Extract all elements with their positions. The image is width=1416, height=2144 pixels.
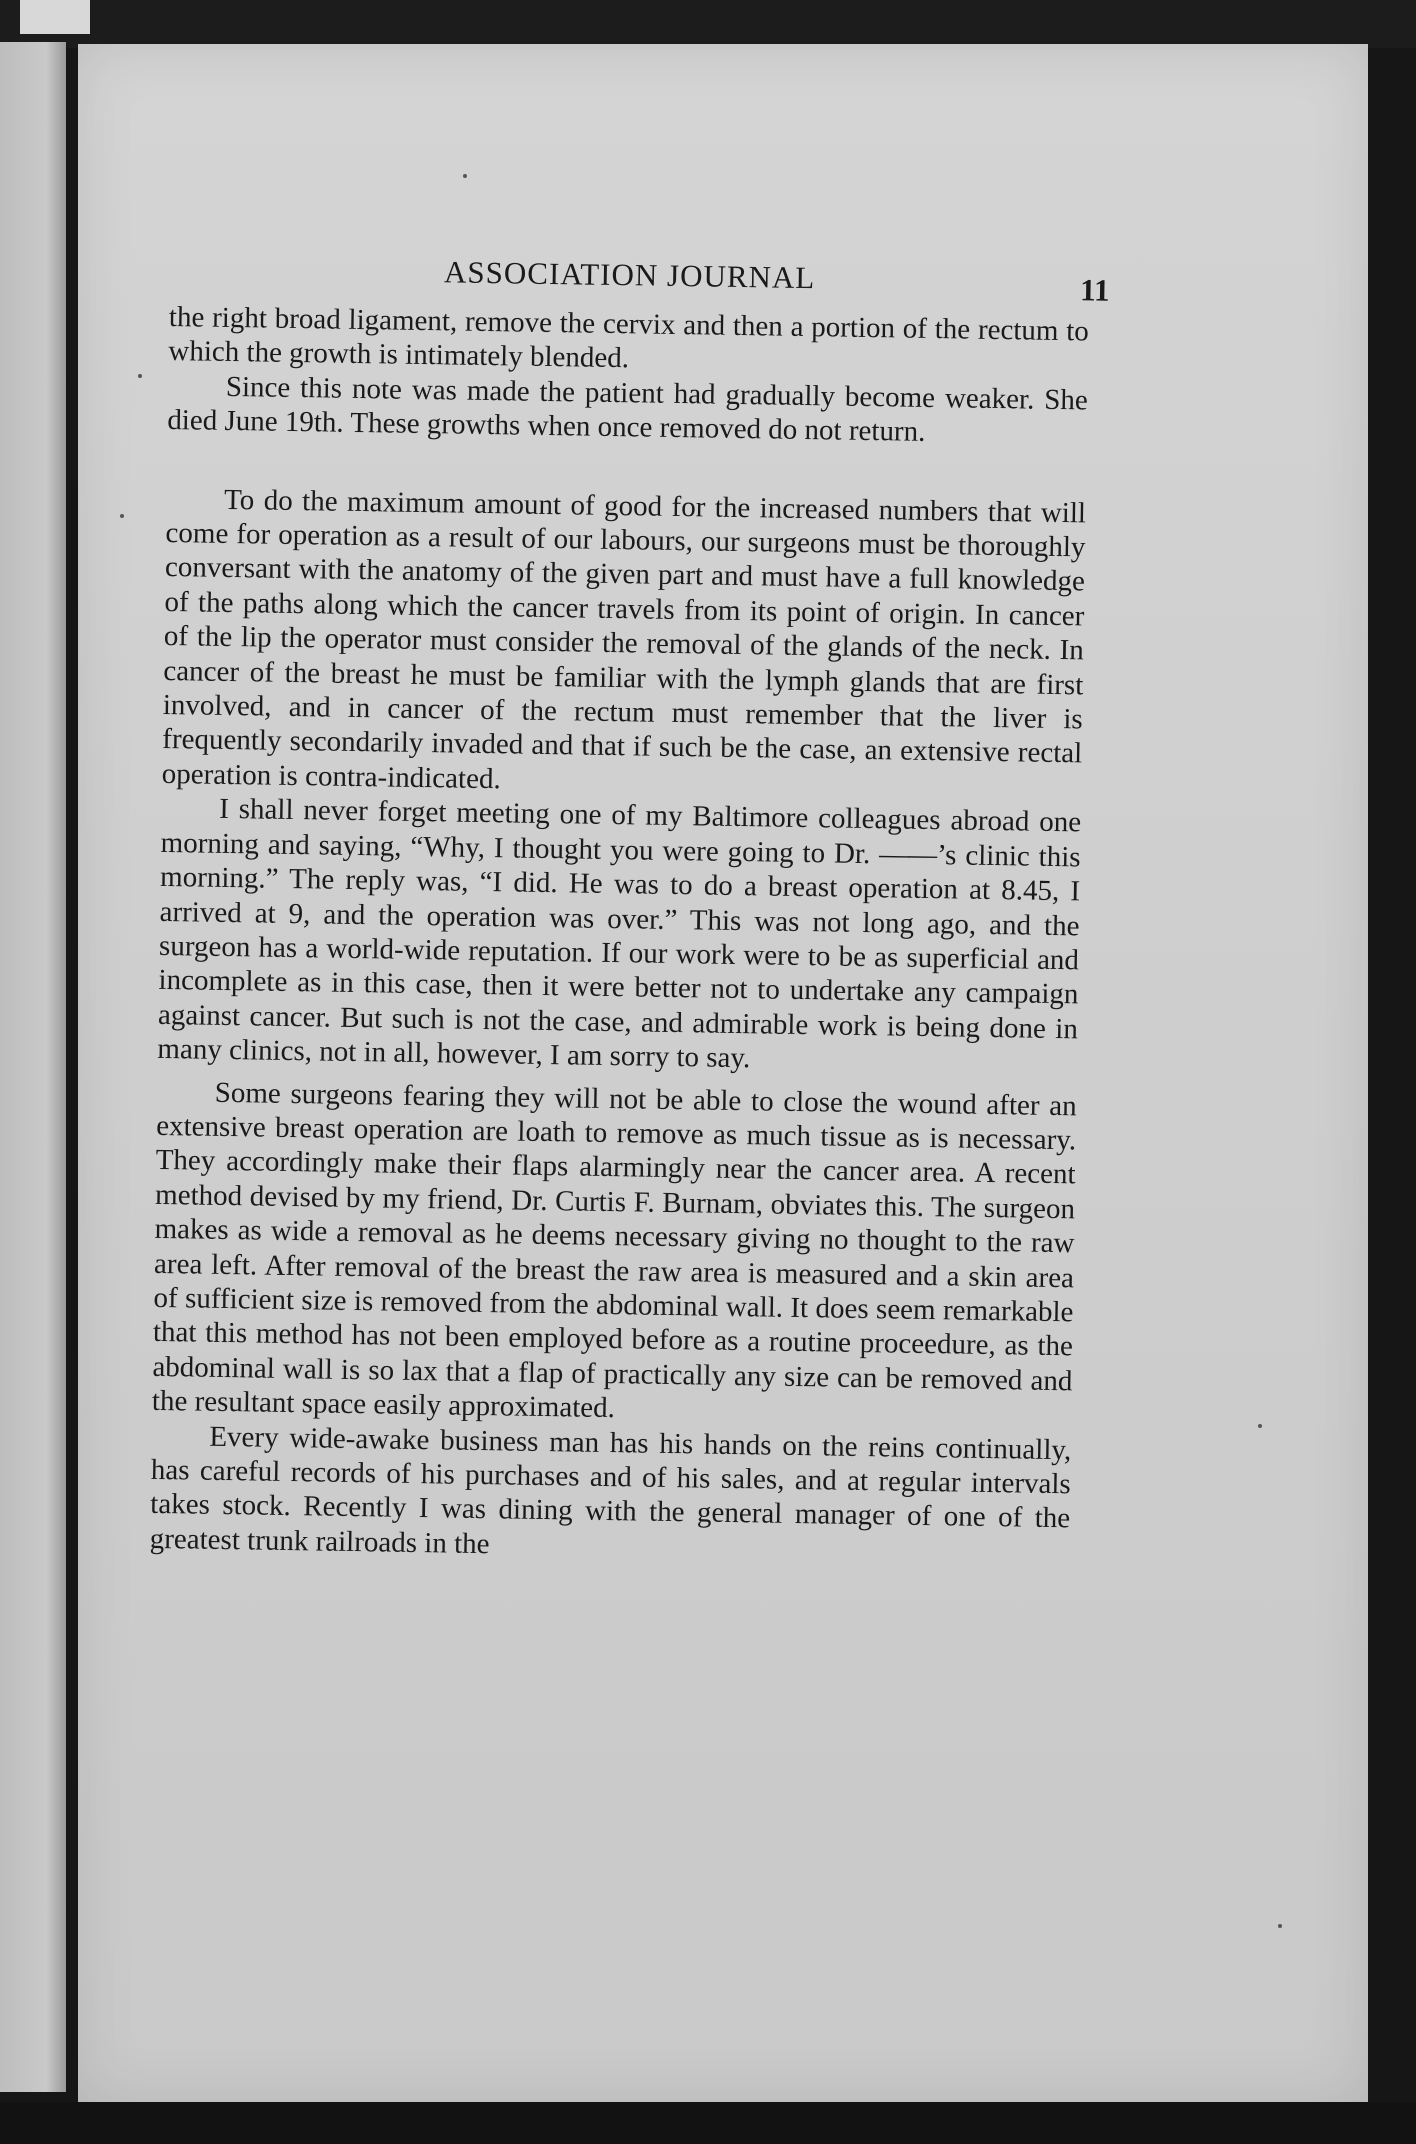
page-content [149,250,1110,1571]
page-number: 11 [1079,272,1110,308]
paper-speck [1258,1424,1262,1428]
paragraph: I shall never forget meeting one of my Baltimore colleagues abroad one morning and saying, “Why, I thought you were going to Dr. ——’s clinic this morning.” The reply was, “I did. He was to do a breast operation at 8.45, I arrived at 9, and the operation was over.” This was not long ago, and the surgeon has a world-wide reputation. If our work were to be as superficial and incomplete as in this case, then it were better not to undertake any campaign against cancer. But such is not the case, and admirable work is being done in many clinics, not in all, however, I am sorry to say. [157,793,1082,1075]
article-body [149,300,1089,1571]
paper-speck [120,514,124,518]
scan-border-bottom [0,2102,1416,2144]
paragraph: To do the maximum amount of good for the increased numbers that will come for operation as a result of our labours, our surgeons must be thoroughly conversant with the anatomy of the given part and must have a full knowledge of the paths along which the cancer travels from its point of origin. In cancer of the lip the operator must consider the removal of the glands of the neck. In cancer of the breast he must be familiar with the lymph glands that are first involved, and in cancer of the rectum must remember that the liver is frequently secondarily invaded and that if such be the case, an extensive rectal operation is contra-indicated. [161,483,1087,796]
scan-corner-artifact [20,0,90,34]
journal-title: ASSOCIATION JOURNAL [443,254,816,296]
paragraph: the right broad ligament, remove the cervix and then a portion of the rectum to which the growth is intimately blended. [168,300,1090,375]
paragraph: Every wide-awake business man has his hands on the reins continually, has careful records of his purchases and of his sales, and at regular intervals takes stock. Recently I was dining with the general manager of one of the greatest trunk railroads in the [149,1420,1072,1560]
paper-speck [138,374,142,378]
previous-page-edge [0,42,66,2092]
paper-speck [463,174,467,178]
paragraph: Some surgeons fearing they will not be able to close the wound after an extensive breast operation are loath to remove as much tissue as is necessary. They accordingly make their flaps alarmingly near the cancer area. A recent method devised by my friend, Dr. Curtis F. Burnam, obviates this. The surgeon makes as wide a removal as he deems necessary giving no thought to the raw area left. After removal of the breast the raw area is measured and a skin area of sufficient size is removed from the abdominal wall. It does seem remarkable that this method has not been employed before as a routine proceedure, as the abdominal wall is so lax that a flap of practically any size can be removed and the resultant space easily approximated. [151,1076,1077,1425]
scan-border-top [0,0,1416,48]
paper-speck [1278,1924,1282,1928]
paragraph: Since this note was made the patient had gradually become weaker. She died June 19th. These growths when once removed do not return. [167,370,1089,449]
